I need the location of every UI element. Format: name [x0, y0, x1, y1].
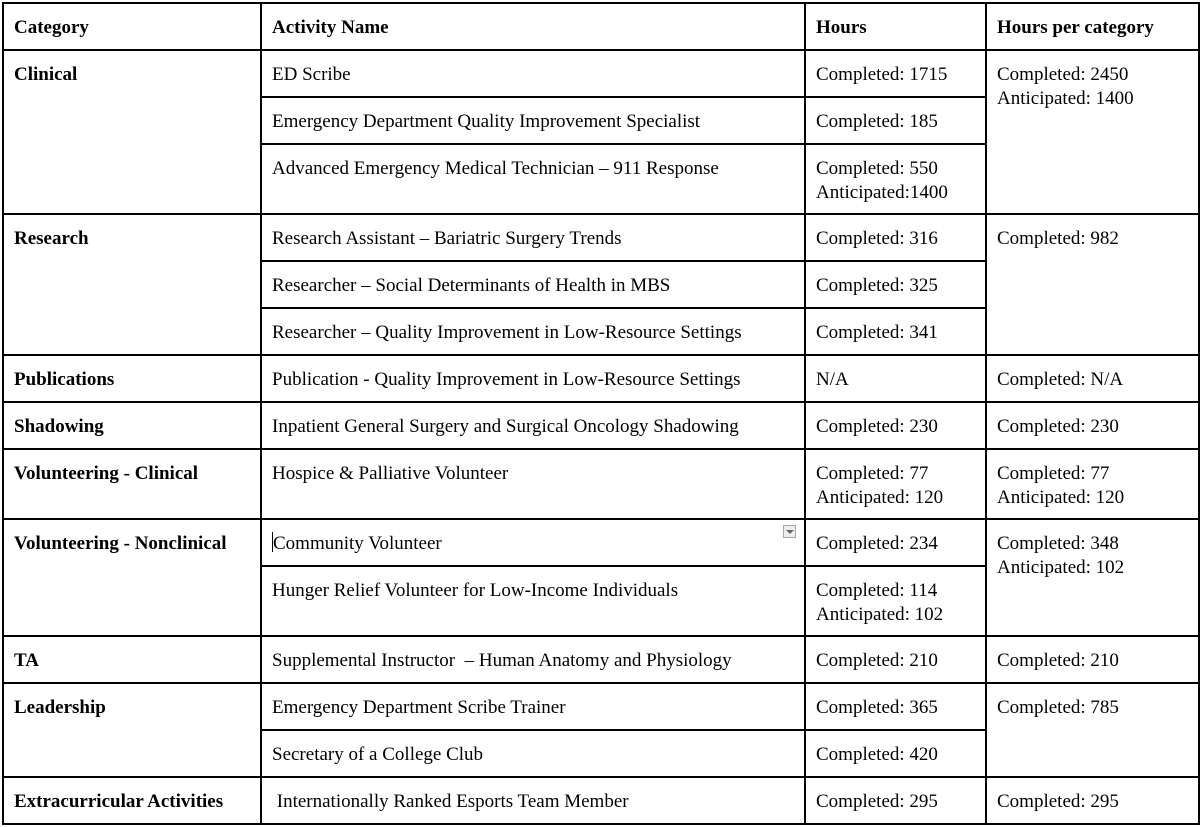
category-hours-cell[interactable]: [986, 449, 1199, 519]
hours-line: Completed: 77: [816, 463, 929, 484]
activity-cell[interactable]: Researcher – Social Determinants of Health in MBS: [261, 261, 805, 308]
hours-line: Completed: 341: [816, 322, 938, 343]
activity-cell[interactable]: Emergency Department Quality Improvement Specialist: [261, 97, 805, 144]
category-cell: Leadership: [3, 683, 261, 777]
header-category: Category: [3, 3, 261, 50]
activity-cell[interactable]: [261, 519, 805, 566]
category-hours-line: Completed: 77: [997, 463, 1110, 484]
hours-line: Anticipated: 102: [816, 604, 944, 625]
activity-cell[interactable]: Emergency Department Scribe Trainer: [261, 683, 805, 730]
table-row: [3, 683, 1199, 730]
hours-cell[interactable]: [805, 144, 986, 214]
table-row: [3, 355, 1199, 402]
category-hours-line: Anticipated: 120: [997, 487, 1125, 508]
hours-line: Completed: 1715: [816, 64, 948, 85]
category-hours-cell[interactable]: [986, 519, 1199, 636]
activity-cell[interactable]: Hunger Relief Volunteer for Low-Income Individuals: [261, 566, 805, 636]
activity-cell-content: [272, 532, 794, 556]
category-hours-cell[interactable]: [986, 777, 1199, 824]
table-row: [3, 402, 1199, 449]
table-row: [3, 636, 1199, 683]
activity-cell[interactable]: Research Assistant – Bariatric Surgery Trends: [261, 214, 805, 261]
hours-cell[interactable]: [805, 636, 986, 683]
category-hours-cell[interactable]: [986, 636, 1199, 683]
category-hours-cell[interactable]: [986, 214, 1199, 355]
header-activity-name: Activity Name: [261, 3, 805, 50]
category-cell: Shadowing: [3, 402, 261, 449]
hours-line: Completed: 365: [816, 697, 938, 718]
hours-line: Anticipated: 120: [816, 487, 944, 508]
hours-cell[interactable]: [805, 50, 986, 97]
hours-cell[interactable]: [805, 308, 986, 355]
hours-line: Completed: 185: [816, 111, 938, 132]
category-hours-line: Completed: N/A: [997, 369, 1124, 390]
category-cell: Volunteering - Clinical: [3, 449, 261, 519]
activity-cell[interactable]: Secretary of a College Club: [261, 730, 805, 777]
table-row: [3, 777, 1199, 824]
hours-line: Completed: 295: [816, 791, 938, 812]
category-hours-cell[interactable]: [986, 683, 1199, 777]
header-hours: Hours: [805, 3, 986, 50]
category-hours-line: Completed: 2450: [997, 64, 1129, 85]
category-cell: Publications: [3, 355, 261, 402]
activities-table: [2, 2, 1200, 825]
hours-line: Completed: 316: [816, 228, 938, 249]
activity-cell[interactable]: Inpatient General Surgery and Surgical Oncology Shadowing: [261, 402, 805, 449]
header-row: [3, 3, 1199, 50]
hours-line: Anticipated:1400: [816, 182, 948, 203]
category-cell: Volunteering - Nonclinical: [3, 519, 261, 636]
activity-cell[interactable]: Advanced Emergency Medical Technician – 911 Response: [261, 144, 805, 214]
category-cell: Extracurricular Activities: [3, 777, 261, 824]
activity-cell[interactable]: Supplemental Instructor – Human Anatomy and Physiology: [261, 636, 805, 683]
category-hours-cell[interactable]: [986, 402, 1199, 449]
hours-cell[interactable]: [805, 449, 986, 519]
category-cell: Research: [3, 214, 261, 355]
hours-cell[interactable]: [805, 214, 986, 261]
hours-cell[interactable]: [805, 683, 986, 730]
category-hours-line: Completed: 210: [997, 650, 1119, 671]
category-hours-line: Anticipated: 102: [997, 557, 1125, 578]
category-hours-line: Completed: 785: [997, 697, 1119, 718]
hours-line: Completed: 325: [816, 275, 938, 296]
category-hours-cell[interactable]: [986, 355, 1199, 402]
hours-cell[interactable]: [805, 730, 986, 777]
category-hours-cell[interactable]: [986, 50, 1199, 214]
hours-cell[interactable]: [805, 566, 986, 636]
category-cell: TA: [3, 636, 261, 683]
category-hours-line: Anticipated: 1400: [997, 88, 1134, 109]
hours-line: Completed: 420: [816, 744, 938, 765]
table-row: [3, 519, 1199, 566]
hours-cell[interactable]: [805, 519, 986, 566]
chevron-down-icon[interactable]: [783, 525, 796, 538]
header-hours-per-category: Hours per category: [986, 3, 1199, 50]
table-row: [3, 214, 1199, 261]
table-row: [3, 449, 1199, 519]
hours-cell[interactable]: [805, 777, 986, 824]
hours-line: Completed: 114: [816, 580, 938, 601]
hours-line: Completed: 234: [816, 533, 938, 554]
activity-cell[interactable]: Researcher – Quality Improvement in Low-Resource Settings: [261, 308, 805, 355]
activity-text: Community Volunteer: [273, 533, 442, 554]
category-hours-line: Completed: 295: [997, 791, 1119, 812]
table-row: [3, 50, 1199, 97]
hours-line: Completed: 550: [816, 158, 938, 179]
hours-line: Completed: 230: [816, 416, 938, 437]
activity-cell[interactable]: Internationally Ranked Esports Team Member: [261, 777, 805, 824]
activity-cell[interactable]: Hospice & Palliative Volunteer: [261, 449, 805, 519]
category-hours-line: Completed: 982: [997, 228, 1119, 249]
category-hours-line: Completed: 230: [997, 416, 1119, 437]
hours-line: N/A: [816, 369, 849, 390]
activity-cell[interactable]: Publication - Quality Improvement in Low-Resource Settings: [261, 355, 805, 402]
hours-line: Completed: 210: [816, 650, 938, 671]
activity-cell[interactable]: ED Scribe: [261, 50, 805, 97]
category-hours-line: Completed: 348: [997, 533, 1119, 554]
category-cell: Clinical: [3, 50, 261, 214]
hours-cell[interactable]: [805, 355, 986, 402]
hours-cell[interactable]: [805, 261, 986, 308]
hours-cell[interactable]: [805, 402, 986, 449]
hours-cell[interactable]: [805, 97, 986, 144]
